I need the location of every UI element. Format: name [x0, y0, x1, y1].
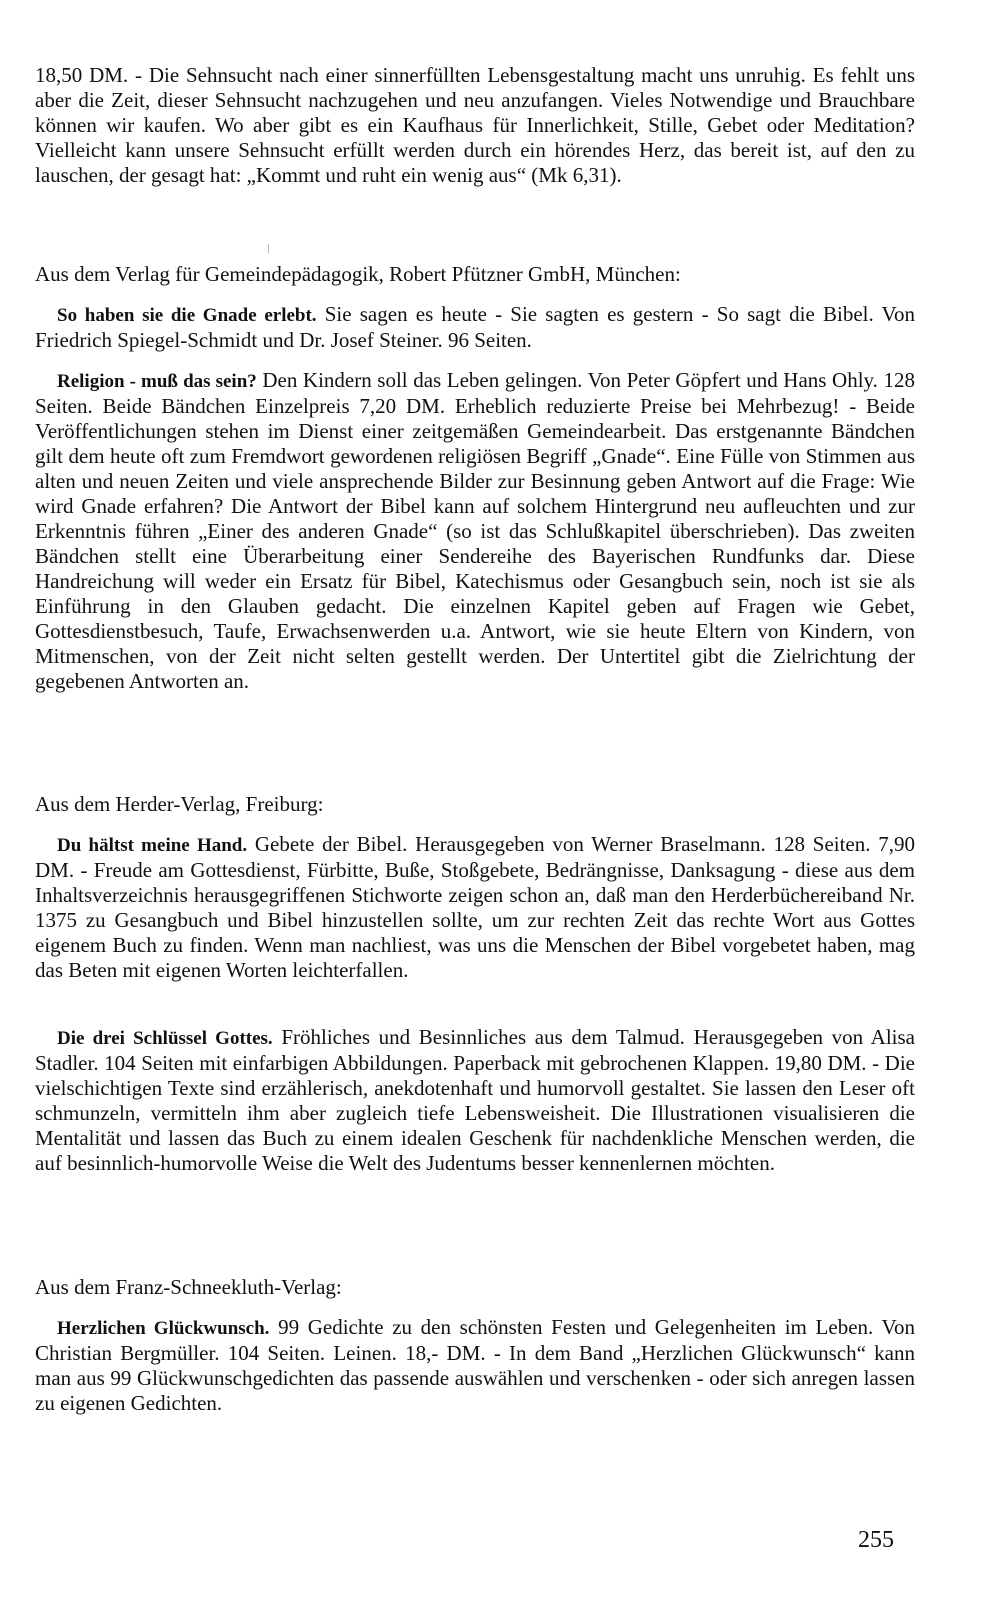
book-description: Den Kindern soll das Leben gelingen. Von Peter Göpfert und Hans Ohly. 128 Seiten. Beide Bändchen Einzelpreis 7,20 DM. Erheblich reduzierte Preise bei Mehrbezug! - Beide Veröffentlichungen stehen im Dienst einer zeitgemäßen Gemeindearbeit. Das erstgenannte Bändchen gilt dem heute oft zum Fremdwort gewordenen religiösen Begriff „Gnade“. Eine Fülle von Stimmen aus alten und neuen Zeiten und viele ansprechende Bilder zur Besinnung geben Antwort auf die Frage: Wie wird Gnade erfahren? Die Antwort der Bibel kann auf solchem Hintergrund neu aufleuchten und zur Erkenntnis führen „Einer des anderen Gnade“ (so ist das Schlußkapitel überschrieben). Das zweiten Bändchen stellt eine Überarbeitung einer Sendereihe des Bayerischen Rundfunks dar. Diese Handreichung will weder ein Ersatz für Bibel, Katechismus oder Gesangbuch sein, noch ist sie als Einführung in den Glauben gedacht. Die einzelnen Kapitel geben auf Fragen wie Gebet, Gottesdienstbesuch, Taufe, Erwachsenwerden u.a. Antwort, wie sie heute Eltern von Kindern, von Mitmenschen, von der Zeit nicht selten gestellt werden. Der Untertitel gibt die Zielrichtung der gegebenen Antworten an. [35, 368, 915, 693]
book-title: So haben sie die Gnade erlebt. [57, 305, 317, 326]
book-description: Fröhliches und Besinnliches aus dem Talmud. Herausgegeben von Alisa Stadler. 104 Seiten mit einfarbigen Abbildungen. Paperback mit gebrochenen Klappen. 19,80 DM. - Die vielschichtigen Texte sind erzählerisch, anekdotenhaft und humorvoll gestaltet. Sie lassen den Leser oft schmunzeln, vermitteln ihm aber zugleich tiefe Lebensweisheit. Die Illustrationen visualisieren die Mentalität und lassen das Buch zu einem idealen Geschenk für nachdenkliche Menschen werden, die auf besinnlich-humorvolle Weise die Welt des Judentums besser kennenlernen möchten. [35, 1025, 915, 1175]
book-description: Sie sagen es heute - Sie sagten es gestern - So sagt die Bibel. Von Friedrich Spiegel-Schmidt und Dr. Josef Steiner. 96 Seiten. [35, 302, 915, 352]
book-entry [35, 832, 915, 983]
page-number: 255 [858, 1527, 894, 1553]
book-entry [35, 1315, 915, 1416]
scan-mark [268, 244, 269, 253]
book-description: 99 Gedichte zu den schönsten Festen und Gelegenheiten im Leben. Von Christian Bergmüller. 104 Seiten. Leinen. 18,- DM. - In dem Band „Herzlichen Glückwunsch“ kann man aus 99 Glückwunschgedichten das passende auswählen und verschenken - oder sich anregen lassen zu eigenen Gedichten. [35, 1315, 915, 1415]
book-title: Du hältst meine Hand. [57, 835, 248, 856]
book-description: Gebete der Bibel. Herausgegeben von Werner Braselmann. 128 Seiten. 7,90 DM. - Freude am Gottesdienst, Fürbitte, Buße, Stoßgebete, Bedrängnisse, Danksagung - diese aus dem Inhaltsverzeichnis herausgegriffenen Stichworte zeigen schon an, daß man den Herderbüchereiband Nr. 1375 zu Gesangbuch und Bibel hinzustellen sollte, um zur rechten Zeit das rechte Wort aus Gottes eigenem Buch zu finden. Wenn man nachliest, was uns die Menschen der Bibel vorgebetet haben, mag das Beten mit eigenen Worten leichterfallen. [35, 832, 916, 982]
book-entry [35, 302, 915, 353]
book-title: Die drei Schlüssel Gottes. [57, 1028, 273, 1049]
book-entry [35, 368, 915, 694]
book-entry [35, 1025, 915, 1176]
section-heading-herder: Aus dem Herder-Verlag, Freiburg: [35, 792, 324, 816]
book-title: Herzlichen Glückwunsch. [57, 1318, 270, 1339]
intro-paragraph: 18,50 DM. - Die Sehnsucht nach einer sinnerfüllten Lebensgestaltung macht uns unruhig. Es fehlt uns aber die Zeit, dieser Sehnsucht nachzugehen und neu anzufangen. Vieles Notwendige und Brauchbare können wir kaufen. Wo aber gibt es ein Kaufhaus für Innerlichkeit, Stille, Gebet oder Meditation? Vielleicht kann unsere Sehnsucht erfüllt werden durch ein hörendes Herz, das bereit ist, auf den zu lauschen, der gesagt hat: „Kommt und ruht ein wenig aus“ (Mk 6,31). [35, 63, 915, 187]
book-title: Religion - muß das sein? [57, 371, 257, 392]
section-heading-schneekluth: Aus dem Franz-Schneekluth-Verlag: [35, 1275, 342, 1299]
section-heading-pfuetzner: Aus dem Verlag für Gemeindepädagogik, Robert Pfützner GmbH, München: [35, 262, 681, 286]
